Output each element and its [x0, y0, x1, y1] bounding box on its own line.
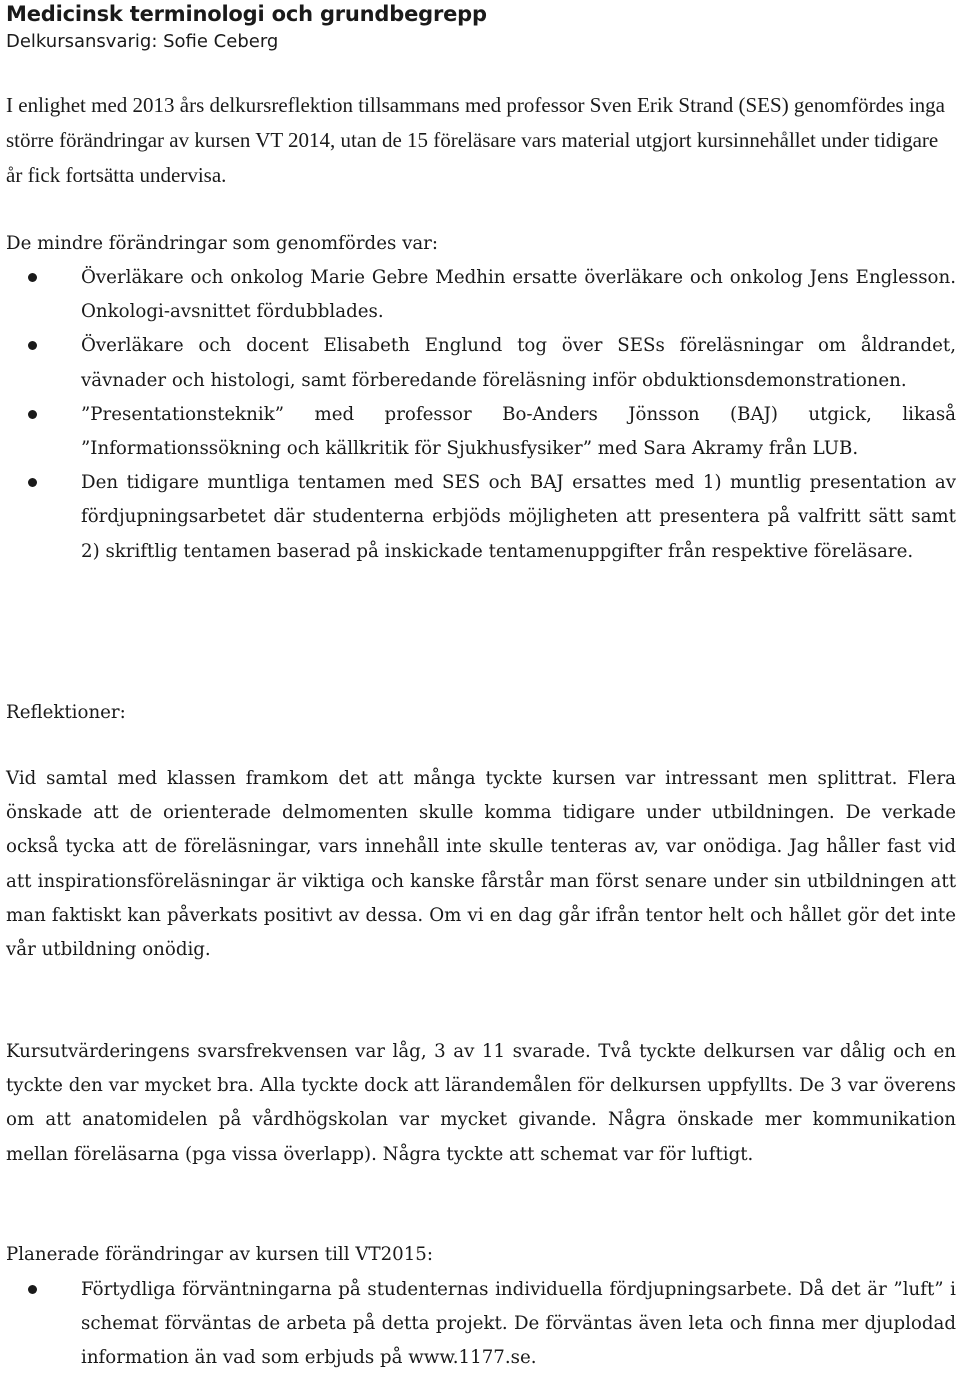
reflections-heading: Reflektioner:: [6, 702, 126, 723]
planned-heading: Planerade förändringar av kursen till VT2015:: [6, 1244, 433, 1265]
document-title: Medicinsk terminologi och grundbegrepp: [6, 2, 487, 26]
bullet-icon: [28, 410, 37, 419]
list-item-text: Överläkare och docent Elisabeth Englund tog över SESs föreläsningar om åldrandet, vävnader och histologi, samt förberedande föreläsning inför obduktionsdemonstrationen.: [81, 335, 956, 391]
reflections-paragraph-2: Kursutvärderingens svarsfrekvensen var låg, 3 av 11 svarade. Två tyckte delkursen var dålig och en tyckte den var mycket bra. Alla tyckte dock att lärandemålen för delkursen uppfyllts. De 3 var överens om att anatomidelen på vårdhögskolan var mycket givande. Några önskade mer kommunikation mellan föreläsarna (pga vissa överlapp). Några tyckte att schemat var för luftigt.: [6, 1041, 956, 1165]
bullet-icon: [28, 273, 37, 282]
list-item-text: ”Presentationsteknik” med professor Bo-Anders Jönsson (BAJ) utgick, likaså ”Informationssökning och källkritik för Sjukhusfysiker” med Sara Akramy från LUB.: [81, 403, 956, 460]
list-item: [6, 466, 956, 569]
changes-heading: De mindre förändringar som genomfördes var:: [6, 233, 439, 254]
list-item-text: Överläkare och onkolog Marie Gebre Medhin ersatte överläkare och onkolog Jens Englesson. Onkologi-avsnittet fördubblades.: [81, 267, 956, 323]
bullet-icon: [28, 478, 37, 487]
list-item-text: Förtydliga förväntningarna på studenternas individuella fördjupningsarbete. Då det är ”luft” i schemat förväntas de arbeta på detta projekt. De förväntas även leta och finna mer djuplodad information än vad som erbjuds på www.1177.se.: [81, 1279, 956, 1369]
list-item: [6, 261, 956, 329]
bullet-icon: [28, 1285, 37, 1294]
changes-list: [6, 261, 956, 569]
list-item-text: Den tidigare muntliga tentamen med SES och BAJ ersattes med 1) muntlig presentation av fördjupningsarbetet där studenterna erbjöds möjligheten att presentera på valfritt sätt samt 2) skriftlig tentamen baserad på inskickade tentamenuppgifter från respektive föreläsare.: [81, 472, 956, 562]
planned-list: [6, 1273, 956, 1376]
intro-paragraph: I enlighet med 2013 års delkursreflektion tillsammans med professor Sven Erik Strand (SES) genomfördes inga större förändringar av kursen VT 2014, utan de 15 föreläsare vars material utgjort kursinnehållet under tidigare år fick fortsätta undervisa.: [6, 93, 945, 187]
list-item: [6, 329, 956, 397]
list-item: [6, 398, 956, 466]
course-responsible: Delkursansvarig: Sofie Ceberg: [6, 31, 279, 52]
list-item: [6, 1273, 956, 1376]
bullet-icon: [28, 341, 37, 350]
reflections-paragraph-1: Vid samtal med klassen framkom det att många tyckte kursen var intressant men splittrat. Flera önskade att de orienterade delmomenten skulle komma tidigare under utbildningen. De verkade också tycka att de föreläsningar, vars innehåll inte skulle tenteras av, var onödiga. Jag håller fast vid att inspirationsföreläsningar är viktiga och kanske fårstår man först senare under sin utbildningen att man faktiskt kan påverkats positivt av dessa. Om vi en dag går ifrån tentor helt och hållet gör det inte vår utbildning onödig.: [6, 768, 956, 961]
